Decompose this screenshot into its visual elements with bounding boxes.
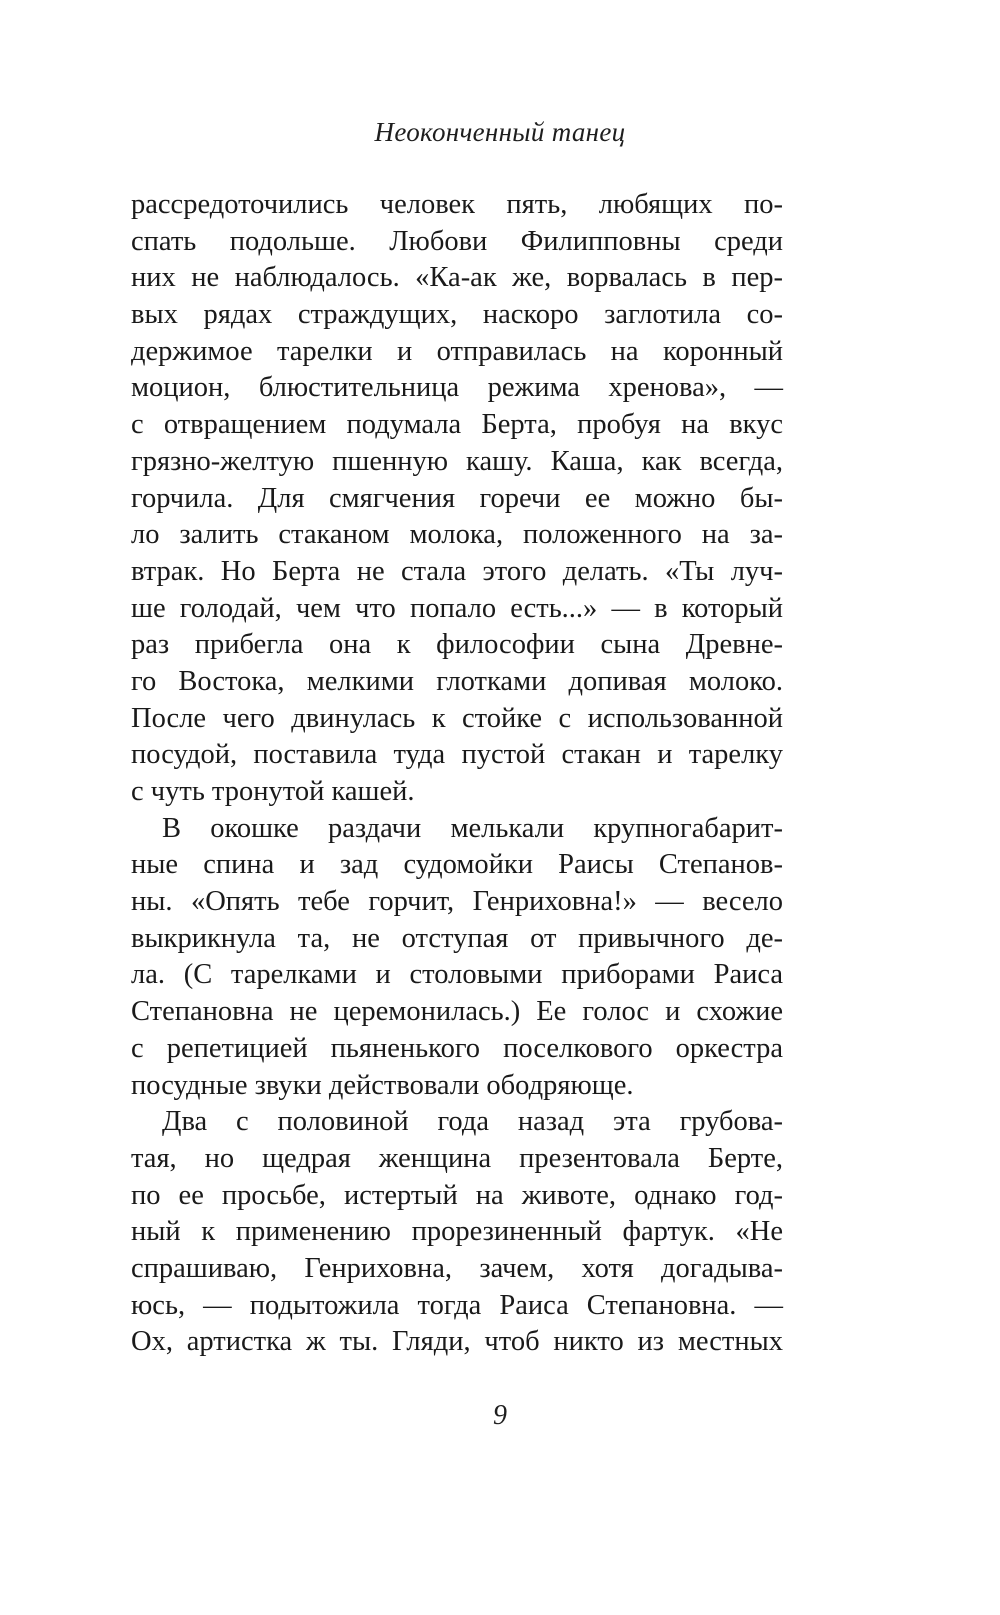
text-line: посудные звуки действовали ободряюще. [131,1069,634,1101]
text-line: выкрикнула та, не отступая от привычного де- [131,922,783,954]
text-line: В окошке раздачи мелькали крупногабарит- [162,812,783,844]
text-line: ло залить стаканом молока, положенного на за- [131,519,783,551]
text-line: с чуть тронутой кашей. [131,776,415,807]
text-line: с отвращением подумала Берта, пробуя на вкус [131,409,783,441]
text-line: Два с половиной года назад эта грубова- [162,1106,783,1138]
text-line: рассредоточились человек пять, любящих по- [131,189,783,220]
text-line: го Востока, мелкими глотками допивая молоко. [131,665,783,697]
text-line: спрашиваю, Генриховна, зачем, хотя догадыва- [131,1252,783,1284]
text-line: них не наблюдалось. «Ка-ак же, ворвалась в пер- [131,262,783,294]
text-line: тая, но щедрая женщина презентовала Берте, [131,1142,783,1174]
text-line: грязно-желтую пшенную кашу. Каша, как всегда, [131,445,783,477]
text-line: После чего двинулась к стойке с использованной [131,702,783,734]
text-line: втрак. Но Берта не стала этого делать. «Ты луч- [131,555,783,587]
running-head: Неоконченный танец [374,117,626,147]
text-line: ные спина и зад судомойки Раисы Степанов- [131,849,783,881]
text-line: Ох, артистка ж ты. Гляди, чтоб никто из местных [131,1326,783,1358]
text-line: Степановна не церемонилась.) Ее голос и схожие [131,996,783,1028]
body-text [131,187,783,1361]
text-line: с репетицией пьяненького поселкового оркестра [131,1032,783,1064]
text-line: горчила. Для смягчения горечи ее можно бы- [131,482,783,514]
text-line: держимое тарелки и отправилась на коронный [131,335,783,367]
text-line: посудой, поставила туда пустой стакан и тарелку [131,739,783,771]
text-line: ше голодай, чем что попало есть...» — в который [131,592,783,624]
text-line: вых рядах страждущих, наскоро заглотила со- [131,299,783,331]
page-number: 9 [493,1400,507,1431]
text-line: ный к применению прорезиненный фартук. «Не [131,1216,783,1248]
text-line: ла. (С тарелками и столовыми приборами Раиса [131,959,783,991]
text-line: спать подольше. Любови Филипповны среди [131,225,783,257]
text-line: раз прибегла она к философии сына Древне- [131,629,783,661]
text-line: по ее просьбе, истертый на животе, однако год- [131,1179,783,1211]
text-line: моцион, блюстительница режима хренова», — [131,372,783,404]
text-line: юсь, — подытожила тогда Раиса Степановна. — [131,1289,783,1321]
text-line: ны. «Опять тебе горчит, Генриховна!» — весело [131,886,783,918]
